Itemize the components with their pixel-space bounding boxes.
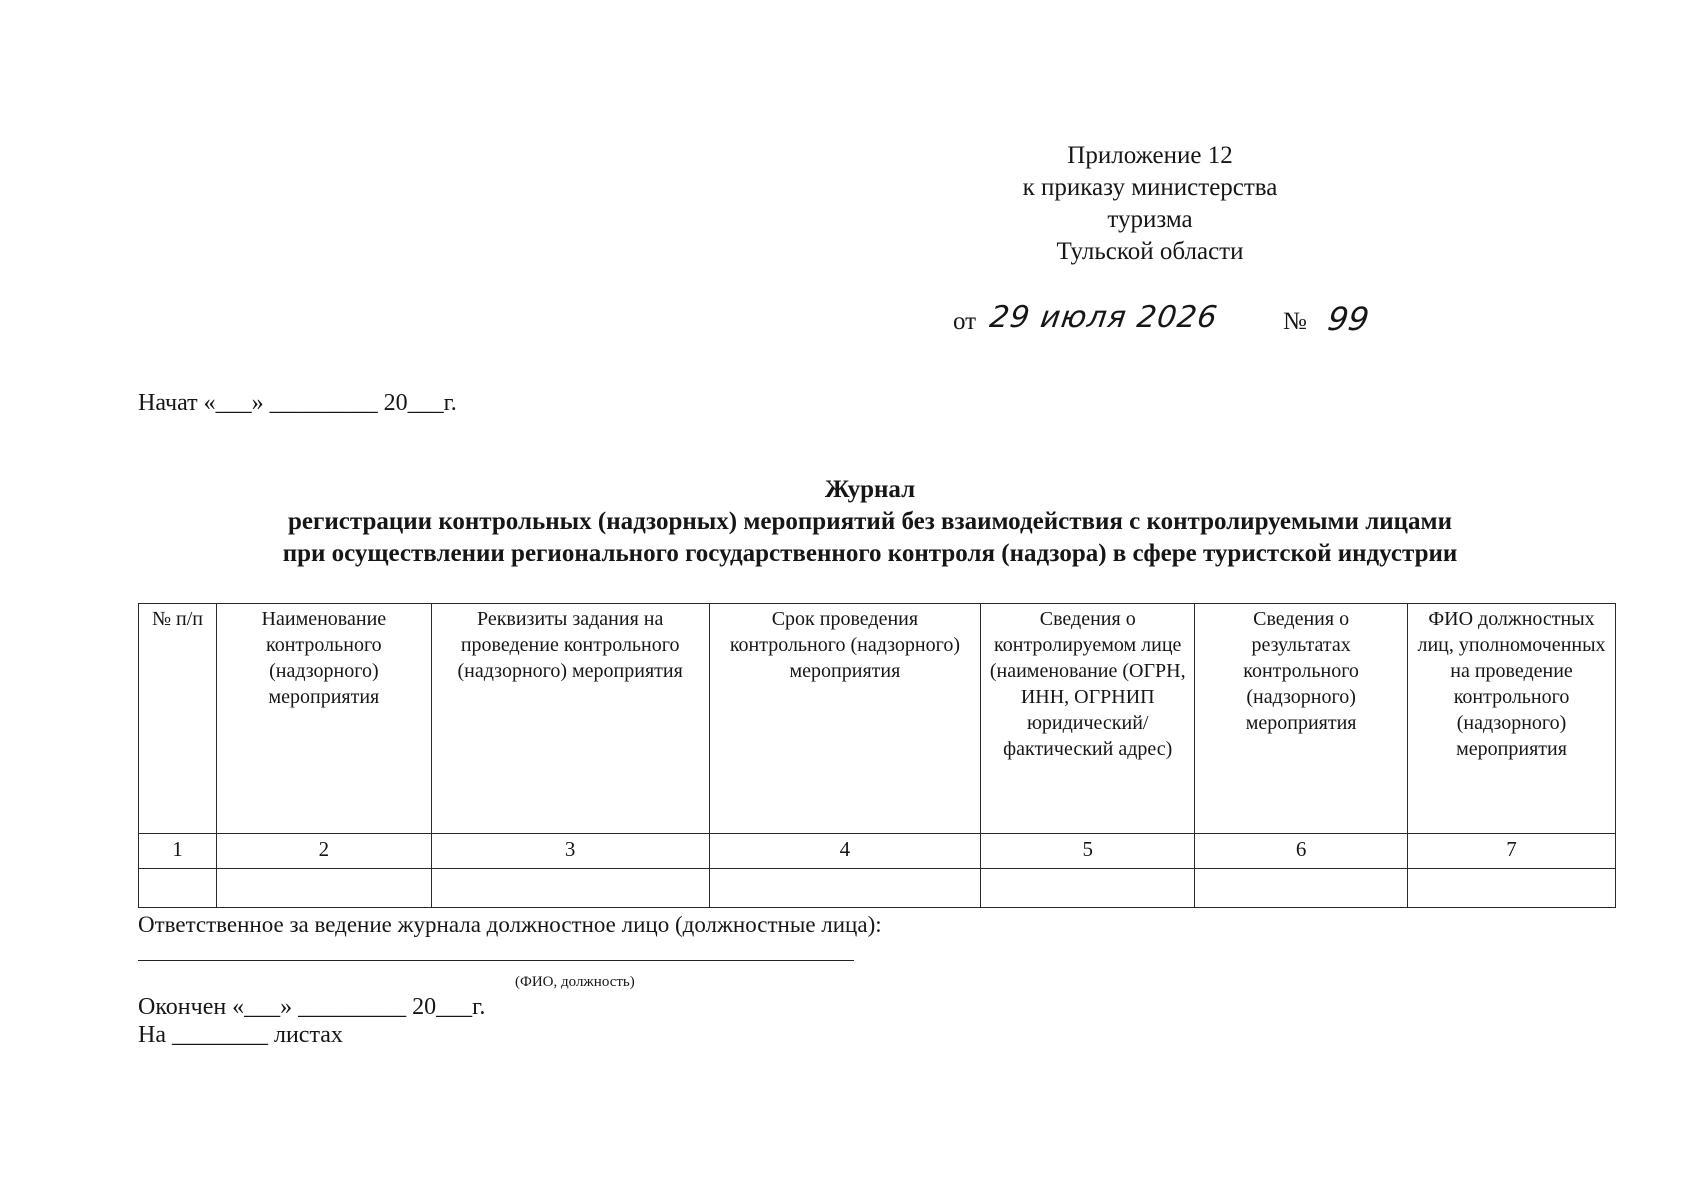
header-event-name: Наименование контрольного (надзорного) мероприятия bbox=[216, 604, 431, 834]
column-number-cell: 7 bbox=[1408, 834, 1616, 869]
header-event-results: Сведения о результатах контрольного (надзорного) мероприятия bbox=[1195, 604, 1408, 834]
table-cell-empty bbox=[431, 869, 709, 908]
appendix-order-ref: к приказу министерства bbox=[1022, 174, 1278, 201]
appendix-ministry: туризма bbox=[1107, 206, 1193, 233]
appendix-header bbox=[980, 140, 1320, 268]
header-event-period: Срок проведения контрольного (надзорного) мероприятия bbox=[709, 604, 981, 834]
order-date-handwritten: 29 июля 2026 bbox=[987, 300, 1221, 335]
order-from-label: от bbox=[953, 308, 977, 335]
fio-position-hint: (ФИО, должность) bbox=[515, 974, 635, 990]
column-number-cell: 3 bbox=[431, 834, 709, 869]
header-controlled-person: Сведения о контролируемом лице (наименование (ОГРН, ИНН, ОГРНИП юридический/фактический адрес) bbox=[981, 604, 1195, 834]
table-header-row bbox=[139, 604, 1616, 834]
column-number-cell: 4 bbox=[709, 834, 981, 869]
column-number-cell: 2 bbox=[216, 834, 431, 869]
appendix-title: Приложение 12 bbox=[1067, 142, 1233, 169]
started-date-line: Начат «___» _________ 20___г. bbox=[138, 390, 457, 416]
table-row bbox=[139, 869, 1616, 908]
finished-date-line: Окончен «___» _________ 20___г. bbox=[138, 994, 486, 1020]
column-number-row bbox=[139, 834, 1616, 869]
order-number-label: № bbox=[1283, 308, 1307, 335]
order-number-handwritten: 99 bbox=[1325, 300, 1372, 338]
table-cell-empty bbox=[709, 869, 981, 908]
signature-line bbox=[138, 960, 854, 961]
header-officials: ФИО должностных лиц, уполномоченных на проведение контрольного (надзорного) мероприятия bbox=[1408, 604, 1616, 834]
column-number-cell: 6 bbox=[1195, 834, 1408, 869]
order-date-number bbox=[953, 300, 1393, 344]
column-number-cell: 5 bbox=[981, 834, 1195, 869]
table-cell-empty bbox=[1408, 869, 1616, 908]
header-number: № п/п bbox=[139, 604, 217, 834]
table-cell-empty bbox=[216, 869, 431, 908]
table-cell-empty bbox=[1195, 869, 1408, 908]
journal-title bbox=[100, 474, 1640, 570]
table-cell-empty bbox=[981, 869, 1195, 908]
column-number-cell: 1 bbox=[139, 834, 217, 869]
journal-table bbox=[138, 603, 1616, 908]
journal-title-main: Журнал bbox=[824, 476, 916, 503]
table-cell-empty bbox=[139, 869, 217, 908]
header-task-details: Реквизиты задания на проведение контрольного (надзорного) мероприятия bbox=[431, 604, 709, 834]
sheets-count-line: На ________ листах bbox=[138, 1022, 343, 1048]
journal-title-subtitle-2: при осуществлении регионального государственного контроля (надзора) в сфере туристской индустрии bbox=[282, 540, 1458, 567]
journal-title-subtitle-1: регистрации контрольных (надзорных) мероприятий без взаимодействия с контролируемыми лицами bbox=[288, 508, 1452, 535]
responsible-official-label: Ответственное за ведение журнала должностное лицо (должностные лица): bbox=[138, 912, 882, 937]
appendix-region: Тульской области bbox=[1056, 238, 1244, 265]
